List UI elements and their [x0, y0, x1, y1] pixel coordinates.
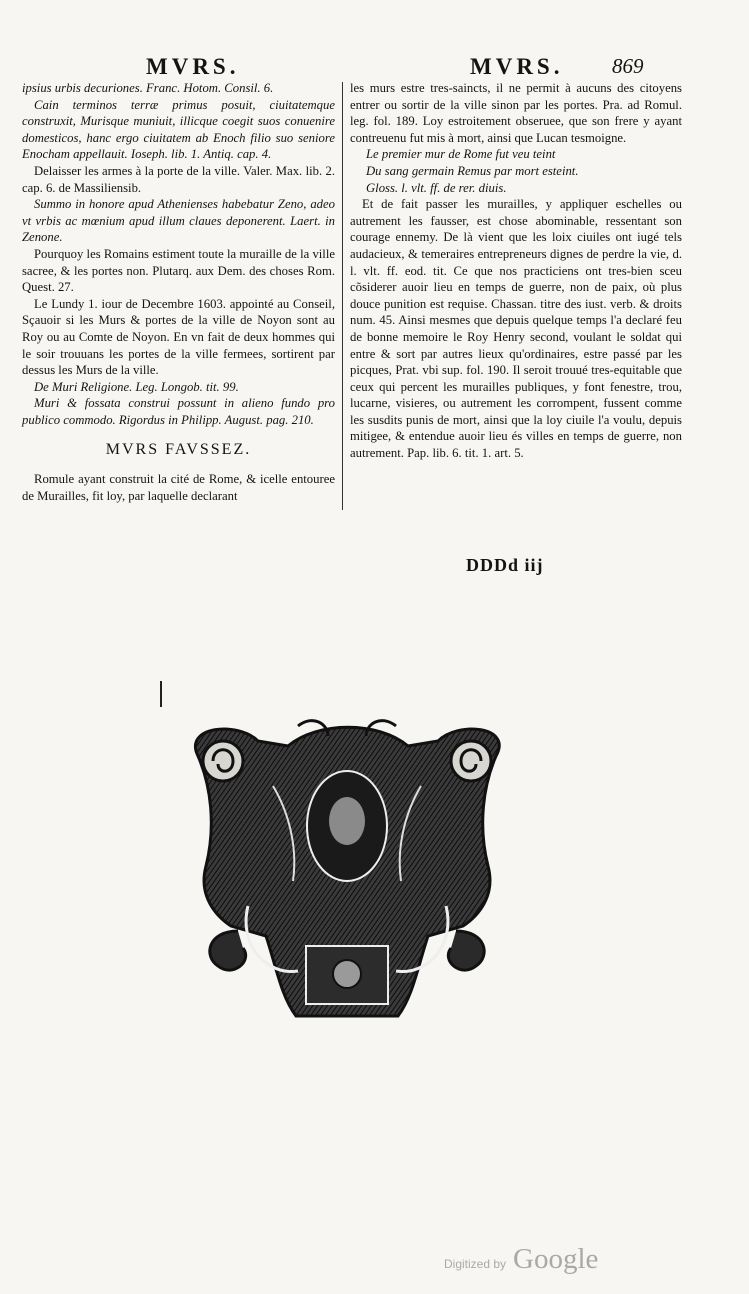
section-paragraph: Romule ayant construit la cité de Rome, & icelle entouree de Murailles, fit loy, par laquelle declarant — [22, 472, 335, 503]
digitized-by-google-watermark — [444, 1243, 598, 1276]
margin-stroke — [160, 681, 162, 707]
page-number: 869 — [612, 54, 644, 78]
section-heading: MVRS FAVSSEZ. — [105, 441, 252, 459]
text-paragraph: les murs estre tres-saincts, il ne permit à aucuns des citoyens entrer ou sortir de la ville sinon par les portes. Pra. ad Romul. leg. fol. 189. Loy estroitement obseruee, que son frere y ayant contreuenu fut mis à mort, ainsi que Lucan tesmoigne. — [350, 81, 682, 145]
left-column — [22, 80, 335, 504]
right-column-paragraphs — [350, 80, 682, 462]
text-paragraph: Gloss. l. vlt. ff. de rer. diuis. — [366, 180, 507, 195]
right-column — [350, 80, 682, 462]
running-head-left: MVRS. — [146, 54, 240, 79]
running-head-right: MVRS. — [470, 54, 564, 79]
google-logo: Google — [513, 1243, 599, 1275]
text-paragraph: De Muri Religione. Leg. Longob. tit. 99. — [34, 379, 239, 394]
left-column-paragraphs — [22, 80, 335, 428]
text-paragraph: Et de fait passer les murailles, y appliquer eschelles ou autrement les fausser, est chose abominable, ressentant son courage ennemy. De là vient que les loix ciuiles ont iugé tels audacieux, & temeraires entrepreneurs dignes de perdre la vie, d. l. vlt. ff. eod. tit. Ce que nos practiciens ont tres-bien sceu cõsiderer auoir lieu en temps de guerre, non de paix, où plus douce punition est requise. Chassan. titre des iust. verb. & droits num. 45. Ainsi mesmes que depuis quelque temps l'a declaré feu de bonne memoire le Roy Henry second, voulant le soldat qui entre & sort par autres lieux qu'ordinaires, estre passé par les picques, Prat. vbi sup. fol. 190. Il seroit trouué tres-equitable que ceux qui percent les murailles publiques, y font fenestre, trou, lucarne, visieres, ou autrement les corrompent, fussent comme les susdits punis de mort, ainsi que la loy ciuile l'a voulu, depuis mitigee, & entendue auoir lieu és villes en temps de guerre, non autrement. Pap. lib. 6. tit. 1. art. 5. — [350, 197, 682, 461]
decorative-cul-de-lampe-ornament — [178, 716, 516, 1018]
column-divider — [342, 82, 343, 510]
text-paragraph: Le premier mur de Rome fut veu teint — [366, 147, 556, 162]
text-paragraph: Cain terminos terræ primus posuit, ciuitatemque construxit, Murisque muniuit, illicque coegit suos conuenire domesticos, hanc ergo ciuitatem ab Enoch filio suo seniore Enocham appellauit. Ioseph. lib. 1. Antiq. cap. 4. — [22, 97, 335, 162]
text-paragraph: Delaisser les armes à la porte de la ville. Valer. Max. lib. 2. cap. 6. de Massiliensib. — [22, 163, 335, 195]
signature-mark: DDDd iij — [466, 555, 544, 575]
text-paragraph: Summo in honore apud Athenienses habebatur Zeno, adeo vt vrbis ac mœnium apud illum claues deponerent. Laert. in Zenone. — [22, 197, 335, 245]
watermark-prefix: Digitized by — [444, 1257, 507, 1271]
text-paragraph: Muri & fossata construi possunt in alieno fundo pro publico commodo. Rigordus in Philipp. August. pag. 210. — [22, 396, 335, 427]
text-paragraph: ipsius urbis decuriones. Franc. Hotom. Consil. 6. — [22, 81, 274, 95]
text-paragraph: Pourquoy les Romains estiment toute la muraille de la ville sacree, & les portes non. Plutarq. aux Dem. des choses Rom. Quest. 27. — [22, 246, 335, 295]
text-paragraph: Du sang germain Remus par mort esteint. — [366, 163, 579, 178]
text-paragraph: Le Lundy 1. iour de Decembre 1603. appointé au Conseil, Sçauoir si les Murs & portes de la ville de Noyon sont au Roy ou au Comte de Noyon. En vn fait de deux hommes qui le soir trouuans les portes de la ville fermees, sortirent par dessus les Murs de la ville. — [22, 296, 335, 378]
